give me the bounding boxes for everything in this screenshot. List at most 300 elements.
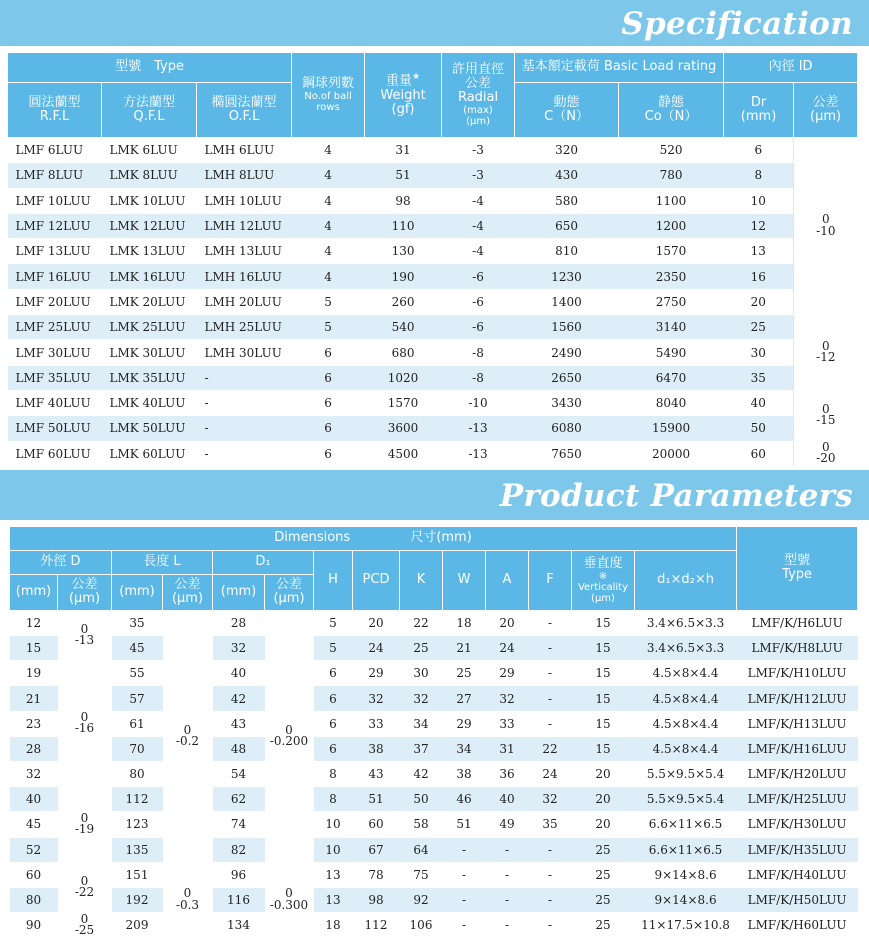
param-row: [10, 661, 858, 686]
od-header: 外徑 D: [10, 550, 112, 574]
weight-cell: 190: [365, 264, 442, 289]
d1-header: D₁: [213, 550, 314, 574]
static-load-cell: 520: [619, 138, 724, 163]
length-cell: 55: [112, 661, 163, 686]
pcd-cell: 20: [353, 610, 400, 635]
bolt-cell: 4.5×8×4.4: [635, 686, 737, 711]
type-cell: LMF/K/H20LUU: [737, 761, 858, 786]
weight-cell: 31: [365, 138, 442, 163]
radial-cell: -13: [442, 441, 515, 466]
param-row: [10, 887, 858, 912]
dr-cell: 30: [724, 340, 794, 365]
pcd-header: PCD: [353, 550, 400, 610]
static-load-cell: 3140: [619, 315, 724, 340]
d1-tol-cn: 公差: [275, 577, 302, 593]
type-cell: LMF/K/H50LUU: [737, 887, 858, 912]
d1-tol-unit: (μm): [273, 591, 305, 607]
ofl-cell: LMH 13LUU: [197, 239, 292, 264]
rfl-cell: LMF 30LUU: [8, 340, 102, 365]
dynamic-load-cell: 580: [515, 188, 619, 213]
spec-row: [8, 213, 858, 238]
length-cell: 135: [112, 837, 163, 862]
length-cell: 192: [112, 887, 163, 912]
length-tolerance-upper: 0: [183, 722, 192, 737]
qfl-cell: LMK 8LUU: [102, 163, 197, 188]
rfl-cn: 圓法蘭型: [28, 94, 81, 110]
ofl-cell: LMH 16LUU: [197, 264, 292, 289]
verticality-cell: 15: [572, 610, 635, 635]
dynamic-load-cell: 1230: [515, 264, 619, 289]
type-cell: LMF/K/H13LUU: [737, 711, 858, 736]
ball-rows-cell: 5: [292, 289, 365, 314]
radial-cell: -8: [442, 365, 515, 390]
d1-cell: 54: [213, 761, 265, 786]
f-cell: 35: [529, 812, 572, 837]
dynamic-header: [515, 83, 619, 138]
qfl-cell: LMK 6LUU: [102, 138, 197, 163]
k-header: K: [400, 550, 443, 610]
od-cell: 12: [10, 610, 58, 635]
len-tol-header: [163, 574, 213, 610]
length-tolerance-value: [175, 722, 200, 748]
weight-cell: 680: [365, 340, 442, 365]
a-cell: -: [486, 862, 529, 887]
length-tolerance-value: [176, 888, 199, 911]
k-cell: 64: [400, 837, 443, 862]
od-tolerance-value: [74, 621, 95, 648]
f-cell: -: [529, 862, 572, 887]
type-cell: LMF/K/H10LUU: [737, 661, 858, 686]
verticality-cell: 25: [572, 862, 635, 887]
vert-mark: ※: [598, 571, 608, 582]
spec-row: [8, 163, 858, 188]
od-cell: 23: [10, 711, 58, 736]
length-tolerance-lower: -0.3: [175, 897, 200, 912]
radial-cell: -3: [442, 163, 515, 188]
bolt-cell: 5.5×9.5×5.4: [635, 761, 737, 786]
spec-row: [8, 239, 858, 264]
id-tol-header: [794, 83, 858, 138]
length-cell: 57: [112, 686, 163, 711]
qfl-en: Q.F.L: [133, 109, 165, 124]
od-tolerance-upper: 0: [80, 912, 89, 926]
vert-en: Verticality: [577, 582, 629, 593]
param-row: [10, 636, 858, 661]
id-tolerance: [794, 138, 858, 315]
ball-rows-header: [292, 53, 365, 138]
spec-row: [8, 340, 858, 365]
od-cell: 60: [10, 862, 58, 887]
pcd-cell: 43: [353, 761, 400, 786]
k-cell: 58: [400, 812, 443, 837]
h-cell: 6: [314, 661, 353, 686]
w-cell: 34: [443, 736, 486, 761]
qfl-cell: LMK 25LUU: [102, 315, 197, 340]
h-cell: 10: [314, 837, 353, 862]
bolt-cell: 4.5×8×4.4: [635, 661, 737, 686]
radial-unit: (μm): [466, 116, 490, 128]
param-row: [10, 610, 858, 635]
od-cell: 40: [10, 787, 58, 812]
dynamic-load-cell: 650: [515, 213, 619, 238]
k-cell: 32: [400, 686, 443, 711]
qfl-cell: LMK 50LUU: [102, 416, 197, 441]
id-tolerance: [794, 441, 858, 466]
type-en: Type: [782, 567, 813, 583]
radial-cell: -4: [442, 213, 515, 238]
bolt-cell: 9×14×8.6: [635, 862, 737, 887]
f-cell: -: [529, 913, 572, 938]
ball-rows-cell: 6: [292, 365, 365, 390]
id-tolerance-lower: -10: [816, 223, 836, 238]
ofl-cell: LMH 12LUU: [197, 213, 292, 238]
param-row: [10, 862, 858, 887]
ofl-cell: -: [197, 390, 292, 415]
qfl-cell: LMK 30LUU: [102, 340, 197, 365]
w-cell: 46: [443, 787, 486, 812]
ball-rows-cell: 6: [292, 340, 365, 365]
f-cell: -: [529, 610, 572, 635]
ball-rows-cell: 6: [292, 416, 365, 441]
k-cell: 34: [400, 711, 443, 736]
ball-rows-cell: 6: [292, 390, 365, 415]
type-cell: LMF/K/H16LUU: [737, 736, 858, 761]
pcd-cell: 60: [353, 812, 400, 837]
d1-cell: 116: [213, 887, 265, 912]
dynamic-load-cell: 810: [515, 239, 619, 264]
h-cell: 6: [314, 736, 353, 761]
static-load-cell: 1100: [619, 188, 724, 213]
d1-tolerance: [265, 862, 314, 938]
f-cell: -: [529, 661, 572, 686]
dr-cell: 60: [724, 441, 794, 466]
spec-row: [8, 289, 858, 314]
dimensions-cn: 尺寸(mm): [410, 530, 472, 546]
radial-cell: -6: [442, 264, 515, 289]
verticality-cell: 15: [572, 686, 635, 711]
param-row: [10, 837, 858, 862]
ofl-cell: LMH 20LUU: [197, 289, 292, 314]
bolt-cell: 6.6×11×6.5: [635, 812, 737, 837]
ofl-cell: LMH 6LUU: [197, 138, 292, 163]
dyn-en: C（N）: [544, 109, 589, 124]
type-cell: LMF/K/H25LUU: [737, 787, 858, 812]
ofl-cell: -: [197, 365, 292, 390]
d1-tolerance-value: [269, 722, 309, 748]
od-tolerance: [58, 661, 112, 787]
param-row: [10, 686, 858, 711]
param-row: [10, 736, 858, 761]
type-cell: LMF/K/H35LUU: [737, 837, 858, 862]
static-load-cell: 2350: [619, 264, 724, 289]
static-load-cell: 15900: [619, 416, 724, 441]
rfl-en: R.F.L: [39, 109, 70, 124]
k-cell: 50: [400, 787, 443, 812]
ofl-cell: LMH 10LUU: [197, 188, 292, 213]
w-cell: -: [443, 887, 486, 912]
bolt-cell: 4.5×8×4.4: [635, 711, 737, 736]
ball-rows-cell: 4: [292, 239, 365, 264]
dr-header: [724, 83, 794, 138]
id-tolerance-value: [816, 338, 836, 365]
radial-cell: -13: [442, 416, 515, 441]
dynamic-load-cell: 3430: [515, 390, 619, 415]
weight-cell: 98: [365, 188, 442, 213]
h-cell: 6: [314, 711, 353, 736]
dr-cell: 20: [724, 289, 794, 314]
k-cell: 37: [400, 736, 443, 761]
w-cell: 18: [443, 610, 486, 635]
d1-tolerance-upper: 0: [285, 886, 293, 901]
pcd-cell: 24: [353, 636, 400, 661]
ofl-header: [197, 83, 292, 138]
id-tolerance-upper: 0: [821, 212, 830, 227]
h-cell: 8: [314, 761, 353, 786]
weight-cell: 1570: [365, 390, 442, 415]
a-cell: -: [486, 837, 529, 862]
bolt-cell: 4.5×8×4.4: [635, 736, 737, 761]
id-tolerance-upper: 0: [821, 338, 830, 353]
radial-cell: -8: [442, 340, 515, 365]
type-cell: LMF/K/H30LUU: [737, 812, 858, 837]
a-cell: -: [486, 887, 529, 912]
static-load-cell: 1200: [619, 213, 724, 238]
rfl-cell: LMF 6LUU: [8, 138, 102, 163]
ofl-cell: LMH 30LUU: [197, 340, 292, 365]
radial-cell: -4: [442, 239, 515, 264]
spec-row: [8, 365, 858, 390]
pcd-cell: 67: [353, 837, 400, 862]
d1-tolerance-upper: 0: [285, 722, 293, 737]
weight-unit: (gf): [391, 101, 415, 117]
qfl-cell: LMK 20LUU: [102, 289, 197, 314]
f-cell: 24: [529, 761, 572, 786]
dr-cell: 50: [724, 416, 794, 441]
d1-cell: 40: [213, 661, 265, 686]
k-cell: 106: [400, 913, 443, 938]
bolt-cell: 6.6×11×6.5: [635, 837, 737, 862]
param-row: [10, 711, 858, 736]
weight-cell: 540: [365, 315, 442, 340]
dr-cell: 12: [724, 213, 794, 238]
k-cell: 25: [400, 636, 443, 661]
k-cell: 30: [400, 661, 443, 686]
f-header: F: [529, 550, 572, 610]
radial-en: Radial: [457, 90, 499, 106]
h-header: H: [314, 550, 353, 610]
f-cell: -: [529, 636, 572, 661]
rfl-cell: LMF 16LUU: [8, 264, 102, 289]
a-cell: 40: [486, 787, 529, 812]
ofl-cell: -: [197, 441, 292, 466]
rfl-cell: LMF 13LUU: [8, 239, 102, 264]
d1-mm-header: (mm): [213, 574, 265, 610]
h-cell: 13: [314, 887, 353, 912]
id-tolerance-lower: -20: [816, 451, 836, 466]
parameters-table: [9, 526, 858, 938]
a-cell: 29: [486, 661, 529, 686]
vert-cn: 垂直度: [583, 555, 623, 571]
weight-cell: 130: [365, 239, 442, 264]
id-tol-cn: 公差: [812, 94, 839, 110]
id-tolerance: [794, 315, 858, 391]
pcd-cell: 33: [353, 711, 400, 736]
dr-cell: 16: [724, 264, 794, 289]
verticality-cell: 25: [572, 913, 635, 938]
a-cell: -: [486, 913, 529, 938]
dynamic-load-cell: 6080: [515, 416, 619, 441]
k-cell: 22: [400, 610, 443, 635]
qfl-cell: LMK 35LUU: [102, 365, 197, 390]
w-cell: 29: [443, 711, 486, 736]
radial-cell: -4: [442, 188, 515, 213]
length-cell: 209: [112, 913, 163, 938]
rfl-cell: LMF 25LUU: [8, 315, 102, 340]
length-tolerance: [163, 862, 213, 938]
type-cell: LMF/K/H60LUU: [737, 913, 858, 938]
d1-cell: 82: [213, 837, 265, 862]
pcd-cell: 112: [353, 913, 400, 938]
verticality-cell: 15: [572, 636, 635, 661]
od-mm-header: (mm): [10, 574, 58, 610]
id-tolerance-lower: -15: [816, 413, 836, 428]
dr-cell: 25: [724, 315, 794, 340]
qfl-cell: LMK 40LUU: [102, 390, 197, 415]
a-cell: 31: [486, 736, 529, 761]
d1-cell: 32: [213, 636, 265, 661]
static-load-cell: 2750: [619, 289, 724, 314]
rfl-cell: LMF 50LUU: [8, 416, 102, 441]
id-tolerance-value: [816, 214, 835, 237]
weight-cell: 1020: [365, 365, 442, 390]
dimensions-header: [10, 526, 737, 550]
id-tolerance-upper: 0: [821, 441, 830, 455]
verticality-cell: 15: [572, 736, 635, 761]
sta-en: Co（N）: [644, 109, 698, 124]
qfl-cell: LMK 60LUU: [102, 441, 197, 466]
w-cell: -: [443, 862, 486, 887]
radial-cell: -6: [442, 289, 515, 314]
a-cell: 33: [486, 711, 529, 736]
qfl-cell: LMK 13LUU: [102, 239, 197, 264]
verticality-cell: 20: [572, 787, 635, 812]
radial-cn: 許用直徑公差: [452, 61, 505, 91]
specification-table: [7, 52, 858, 467]
type-col-header: [737, 526, 858, 610]
h-cell: 18: [314, 913, 353, 938]
spec-row: [8, 416, 858, 441]
dr-cell: 6: [724, 138, 794, 163]
dr-cell: 10: [724, 188, 794, 213]
od-cell: 45: [10, 812, 58, 837]
qfl-header: [102, 83, 197, 138]
pcd-cell: 32: [353, 686, 400, 711]
length-tolerance-lower: -0.2: [175, 733, 200, 748]
dynamic-load-cell: 1560: [515, 315, 619, 340]
od-tolerance-upper: 0: [80, 873, 89, 888]
h-cell: 13: [314, 862, 353, 887]
length-cell: 61: [112, 711, 163, 736]
ball-rows-cell: 4: [292, 213, 365, 238]
od-cell: 52: [10, 837, 58, 862]
d1-tolerance-lower: -0.200: [269, 733, 309, 748]
f-cell: -: [529, 686, 572, 711]
od-tolerance-value: [74, 873, 95, 900]
rfl-cell: LMF 60LUU: [8, 441, 102, 466]
od-tolerance: [58, 610, 112, 660]
pcd-cell: 38: [353, 736, 400, 761]
h-cell: 5: [314, 610, 353, 635]
od-tolerance-value: [75, 914, 94, 937]
length-tolerance: [163, 610, 213, 862]
rfl-cell: LMF 12LUU: [8, 213, 102, 238]
ball-rows-cell: 4: [292, 138, 365, 163]
od-tolerance: [58, 913, 112, 938]
len-tol-unit: (μm): [171, 591, 204, 607]
param-row: [10, 761, 858, 786]
type-header: 型號 Type: [8, 53, 292, 83]
rfl-cell: LMF 40LUU: [8, 390, 102, 415]
d1-cell: 48: [213, 736, 265, 761]
length-cell: 45: [112, 636, 163, 661]
od-cell: 19: [10, 661, 58, 686]
id-tolerance-value: [816, 404, 835, 427]
a-header: A: [486, 550, 529, 610]
f-cell: -: [529, 711, 572, 736]
spec-row: [8, 390, 858, 415]
d1-tol-header: [265, 574, 314, 610]
ball-rows-cell: 5: [292, 315, 365, 340]
dyn-cn: 動態: [553, 94, 580, 110]
pcd-cell: 98: [353, 887, 400, 912]
dr-unit: (mm): [740, 109, 777, 124]
ofl-cn: 橢圓法蘭型: [211, 94, 277, 110]
bolt-cell: 11×17.5×10.8: [635, 913, 737, 938]
spec-row: [8, 138, 858, 163]
verticality-cell: 15: [572, 661, 635, 686]
param-row: [10, 787, 858, 812]
ball-rows-cell: 6: [292, 441, 365, 466]
h-cell: 10: [314, 812, 353, 837]
type-cell: LMF/K/H6LUU: [737, 610, 858, 635]
od-tolerance-lower: -25: [74, 922, 95, 937]
dynamic-load-cell: 320: [515, 138, 619, 163]
verticality-cell: 20: [572, 761, 635, 786]
f-cell: -: [529, 837, 572, 862]
od-tolerance-value: [74, 810, 95, 837]
qfl-cn: 方法蘭型: [122, 94, 175, 110]
w-cell: 25: [443, 661, 486, 686]
radial-header: [442, 53, 515, 138]
radial-cell: -3: [442, 138, 515, 163]
d1-tolerance-value: [270, 888, 308, 911]
d1-cell: 42: [213, 686, 265, 711]
type-cell: LMF/K/H8LUU: [737, 636, 858, 661]
spec-row: [8, 188, 858, 213]
od-tol-unit: (μm): [68, 591, 101, 607]
spec-row: [8, 441, 858, 466]
type-cell: LMF/K/H40LUU: [737, 862, 858, 887]
id-tol-unit: (μm): [810, 109, 842, 124]
od-cell: 21: [10, 686, 58, 711]
k-cell: 75: [400, 862, 443, 887]
weight-cn: 重量: [385, 73, 412, 89]
weight-star: ★: [412, 71, 421, 82]
od-cell: 32: [10, 761, 58, 786]
len-mm-header: (mm): [112, 574, 163, 610]
weight-header: [365, 53, 442, 138]
dimensions-en: Dimensions: [274, 530, 351, 546]
